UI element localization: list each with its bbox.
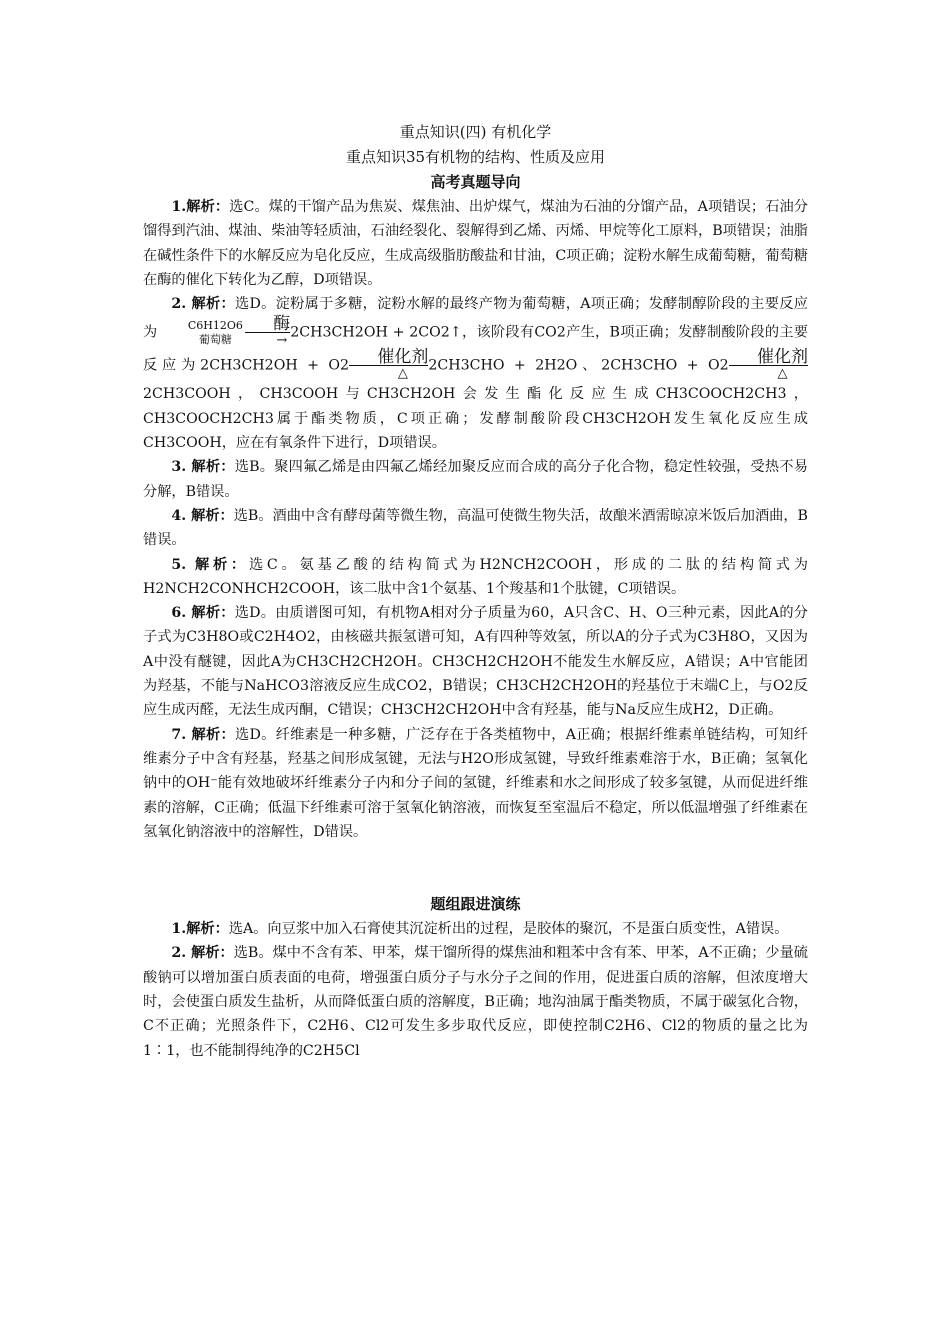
answer-text: 2CH3COOH，CH3COOH与CH3CH2OH会发生酯化反应生成CH3COOCH2CH3，CH3COOCH2CH3属于酯类物质，C项正确；发酵制酸阶段CH3CH2OH发生氧化反应生成CH3COOH，应在有氧条件下进行，D项错误。 bbox=[143, 386, 808, 452]
document-page bbox=[143, 120, 808, 1063]
doc-title-2: 重点知识35有机物的结构、性质及应用 bbox=[345, 148, 606, 166]
answer-text: 选D。由质谱图可知，有机物A相对分子质量为60，A只含C、H、O三种元素，因此A的分子式为C3H8O或C2H4O2，由核磁共振氢谱可知，A有四种等效氢，所以A的分子式为C3H8O，又因为A中没有醚键，因此A为CH3CH2CH2OH。CH3CH2CH2OH不能发生水解反应，A错误；A中官能团为羟基，不能与NaHCO3溶液反应生成CO2，B错误；CH3CH2CH2OH的羟基位于末端C上，与O2反应生成丙醛，无法生成丙酮，C错误；CH3CH2CH2OH中含有羟基，能与Na反应生成H2，D正确。 bbox=[143, 605, 808, 719]
answer-3 bbox=[143, 455, 808, 504]
answer-5 bbox=[143, 553, 808, 602]
answer-text: 选B。煤中不含有苯、甲苯，煤干馏所得的煤焦油和粗苯中含有苯、甲苯，A不正确；少量硫酸钠可以增加蛋白质表面的电荷，增强蛋白质分子与水分子之间的作用，促进蛋白质的溶解，但浓度增大时，会使蛋白质发生盐析，从而降低蛋白质的溶解度，B正确；地沟油属于酯类物质，不属于碳氢化合物，C不正确；光照条件下，C2H6、Cl2可发生多步取代反应，即使控制C2H6、Cl2的物质的量之比为1∶1，也不能制得纯净的C2H5Cl bbox=[143, 945, 808, 1059]
answer-text: 2CH3CHO + 2H2O、2CH3CHO + O2 bbox=[428, 357, 729, 374]
answer-4 bbox=[143, 504, 808, 553]
practice-answer-1 bbox=[143, 917, 808, 941]
enzyme-arrow: 酶 → bbox=[245, 316, 290, 349]
catalyst-arrow: 催化剂 △ bbox=[729, 349, 808, 382]
answer-text: 选C。煤的干馏产品为焦炭、煤焦油、出炉煤气，煤油为石油的分馏产品，A项错误；石油分馏得到汽油、煤油、柴油等轻质油，石油经裂化、裂解得到乙烯、丙烯、甲烷等化工原料，B项错误；油脂在碱性条件下的水解反应为皂化反应，生成高级脂肪酸盐和甘油，C项正确；淀粉水解生成葡萄糖，葡萄糖在酶的催化下转化为乙醇，D项错误。 bbox=[143, 199, 808, 288]
answer-6 bbox=[143, 601, 808, 722]
answer-label: 1.解析： bbox=[171, 921, 229, 938]
answer-label: 1.解析： bbox=[171, 199, 230, 215]
answer-label: 5. 解析： bbox=[171, 556, 249, 573]
answer-label: 6. 解析： bbox=[171, 605, 235, 622]
doc-title-1: 重点知识(四) 有机化学 bbox=[399, 123, 552, 141]
section-heading-exam: 高考真题导向 bbox=[430, 173, 521, 191]
section-heading-practice: 题组跟进演练 bbox=[430, 895, 521, 914]
answer-text: 2CH3CH2OH + 2CO2↑，该阶段有CO2产生，B项正确；发酵制酸阶段的主要反应为2CH3CH2OH + O2 bbox=[143, 324, 808, 374]
answer-text: 选D。纤维素是一种多糖，广泛存在于各类植物中，A正确；根据纤维素单链结构，可知纤维素分子中含有羟基，羟基之间形成氢键，无法与H2O形成氢键，导致纤维素难溶于水，B正确；氢氧化钠中的OH⁻能有效地破坏纤维素分子内和分子间的氢键，纤维素和水之间形成了较多氢键，从而促进纤维素的溶解，C正确；低温下纤维素可溶于氢氧化钠溶液，而恢复至室温后不稳定，所以低温增强了纤维素在氢氧化钠溶液中的溶解性，D错误。 bbox=[143, 726, 808, 840]
answer-text: 选A。向豆浆中加入石膏使其沉淀析出的过程，是胶体的聚沉，不是蛋白质变性，A错误。 bbox=[228, 921, 789, 938]
answer-label: 4. 解析： bbox=[171, 507, 234, 524]
answer-label: 3. 解析： bbox=[171, 459, 235, 476]
glucose-formula: C6H12O6 葡萄糖 bbox=[187, 318, 243, 346]
answer-2 bbox=[143, 292, 808, 455]
answer-label: 2. 解析： bbox=[171, 296, 235, 313]
answer-label: 7. 解析： bbox=[171, 726, 235, 743]
answer-text: 选C。氨基乙酸的结构简式为H2NCH2COOH，形成的二肽的结构简式为H2NCH2CONHCH2COOH，该二肽中含1个氨基、1个羧基和1个肽键，C项错误。 bbox=[143, 556, 808, 597]
answer-label: 2. 解析： bbox=[171, 945, 234, 962]
catalyst-arrow: 催化剂 △ bbox=[349, 349, 428, 382]
answer-text: 选B。聚四氟乙烯是由四氟乙烯经加聚反应而合成的高分子化合物，稳定性较强，受热不易分解，B错误。 bbox=[143, 459, 808, 500]
answer-7 bbox=[143, 723, 808, 844]
answer-text: 选B。酒曲中含有酵母菌等微生物，高温可使微生物失活，故酿米酒需晾凉米饭后加酒曲，B错误。 bbox=[143, 507, 808, 549]
section-gap bbox=[143, 844, 808, 892]
answer-1 bbox=[143, 195, 808, 292]
practice-answer-2 bbox=[143, 941, 808, 1062]
answer-text: 选D。淀粉属于多糖，淀粉水解的最终产物为葡萄糖，A项正确；发酵制醇阶段的主要反应为 bbox=[143, 296, 808, 341]
